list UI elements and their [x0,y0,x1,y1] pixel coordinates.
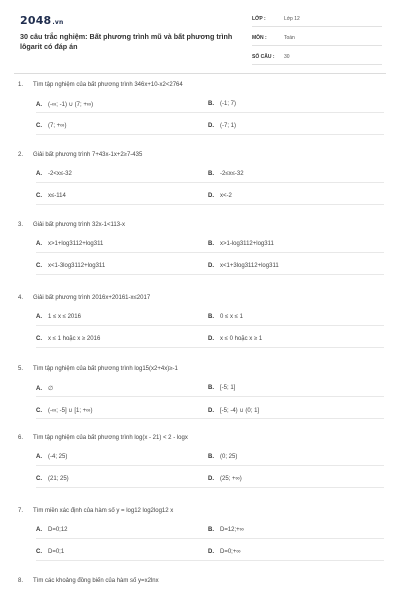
question-stem: Tìm tập nghiệm của bất phương trình 346x+10-x2<2764 [33,82,183,88]
question-stem: Giải bất phương trình 32x-1<113-x [33,222,126,228]
option-row-divider [36,252,384,253]
question-stem: Tìm tập nghiệm của bất phương trình log(x - 21) < 2 - logx [33,435,188,441]
option-letter: B. [208,241,214,247]
header-divider [14,73,386,74]
answer-option[interactable] [36,549,64,555]
answer-option[interactable] [208,476,242,482]
answer-option[interactable] [208,454,237,460]
option-row-divider [36,134,384,135]
option-letter: C. [36,408,42,414]
info-value: Lớp 12 [284,16,300,22]
answer-option[interactable] [36,123,66,129]
option-letter: B. [208,454,214,460]
site-logo[interactable] [20,14,63,27]
answer-option[interactable] [208,101,236,107]
option-row-divider [36,560,384,561]
option-text: ∅ [48,386,54,392]
answer-option[interactable] [36,336,100,342]
option-text: (-∞; -1) ∪ (7; +∞) [48,102,94,108]
question-number: 3. [18,222,24,228]
option-text: x≤-114 [48,193,66,199]
option-letter: A. [36,102,42,108]
info-row-grade [252,14,382,27]
option-row-divider [36,204,384,205]
option-letter: A. [36,386,42,392]
option-letter: B. [208,385,214,391]
option-letter: D. [208,123,214,129]
question-stem: Tìm tập nghiệm của bất phương trình log15(x2+4x)≥-1 [33,366,178,372]
answer-option[interactable] [208,385,235,391]
option-text: (-1; 7) [220,101,237,107]
option-text: D=12;+∞ [220,527,244,533]
option-row-divider [36,418,384,419]
answer-option[interactable] [208,171,244,177]
answer-option[interactable] [36,193,66,199]
option-text: x<1+3log3112+log311 [220,263,279,269]
option-letter: A. [36,527,42,533]
info-key: LỚP : [252,16,266,22]
option-row-divider [36,465,384,466]
info-panel [252,14,382,71]
answer-option[interactable] [36,171,72,177]
answer-option[interactable] [208,241,274,247]
option-letter: C. [36,336,42,342]
option-text: D=0;1 [48,549,65,555]
answer-option[interactable] [36,314,81,320]
answer-option[interactable] [36,407,92,414]
question-stem: Giải bất phương trình 2016x+20161-x≤2017 [33,295,151,301]
question-number: 6. [18,435,24,441]
option-letter: A. [36,454,42,460]
option-letter: C. [36,549,42,555]
option-letter: B. [208,527,214,533]
option-letter: D. [208,408,214,414]
option-text: -2<x≤-32 [48,171,72,177]
option-row-divider [36,112,384,113]
answer-option[interactable] [208,123,236,129]
option-text: x>1-log3112+log311 [220,241,274,247]
option-letter: D. [208,336,214,342]
option-letter: D. [208,193,214,199]
option-letter: D. [208,263,214,269]
option-letter: A. [36,171,42,177]
info-key: SỐ CÂU : [252,54,275,60]
option-text: 0 ≤ x ≤ 1 [220,314,243,320]
option-text: (21; 25) [48,476,69,482]
answer-option[interactable] [36,476,69,482]
question-number: 4. [18,295,24,301]
option-text: -2≤x≤-32 [220,171,244,177]
option-letter: A. [36,241,42,247]
answer-option[interactable] [36,454,67,460]
info-row-subject [252,33,382,46]
logo-suffix: .vn [52,19,64,26]
option-text: x<1-3log3112+log311 [48,263,106,269]
option-row-divider [36,182,384,183]
answer-option[interactable] [208,549,241,555]
question-number: 7. [18,508,24,514]
option-letter: D. [208,476,214,482]
question-number: 1. [18,82,24,88]
logo-main: 2048 [20,14,52,27]
option-text: D=0;+∞ [220,549,241,555]
option-letter: A. [36,314,42,320]
option-letter: D. [208,549,214,555]
option-text: D=0;12 [48,527,68,533]
option-text: x ≤ 1 hoặc x ≥ 2016 [48,336,101,342]
option-text: 1 ≤ x ≤ 2016 [48,314,81,320]
option-letter: C. [36,476,42,482]
question-number: 5. [18,366,24,372]
option-row-divider [36,325,384,326]
option-row-divider [36,396,384,397]
option-text: x>1+log3112+log311 [48,241,104,247]
answer-option[interactable] [208,263,279,269]
question-number: 8. [18,578,24,584]
info-row-count [252,52,382,65]
option-text: x<-2 [220,193,232,199]
answer-option[interactable] [36,385,53,392]
option-letter: B. [208,171,214,177]
answer-option[interactable] [36,263,105,269]
answer-option[interactable] [208,193,232,199]
option-letter: C. [36,193,42,199]
question-stem: Tìm các khoảng đồng biến của hàm số y=x2lnx [33,578,159,584]
option-letter: B. [208,101,214,107]
answer-option[interactable] [208,336,262,342]
option-letter: C. [36,263,42,269]
answer-option[interactable] [208,407,259,414]
question-stem: Tìm miền xác định của hàm số y = log12 log2log12 x [33,508,174,514]
info-key: MÔN : [252,35,267,41]
option-text: (7; +∞) [48,123,67,129]
question-stem: Giải bất phương trình 7+43x-1x+2≥7-435 [33,152,143,158]
option-text: (25; +∞) [220,476,242,482]
option-row-divider [36,347,384,348]
option-row-divider [36,274,384,275]
answer-option[interactable] [36,527,68,533]
option-row-divider [36,538,384,539]
option-text: [-5; -4) ∪ (0; 1] [220,408,260,414]
option-row-divider [36,487,384,488]
option-letter: B. [208,314,214,320]
option-text: (-∞; -5] ∪ [1; +∞) [48,408,93,414]
option-text: (-4; 25) [48,454,68,460]
answer-option[interactable] [36,241,103,247]
option-text: (0; 25) [220,454,238,460]
info-value: 30 [284,54,290,60]
answer-option[interactable] [36,101,93,108]
option-text: [-5; 1] [220,385,236,391]
option-text: (-7; 1) [220,123,237,129]
question-number: 2. [18,152,24,158]
option-letter: C. [36,123,42,129]
document-header [0,0,400,66]
document-title: 30 câu trắc nghiệm: Bất phương trình mũ và bất phương trình lôgarit có đáp án [20,32,233,51]
answer-option[interactable] [208,527,244,533]
answer-option[interactable] [208,314,243,320]
info-value: Toán [284,35,295,41]
option-text: x ≤ 0 hoặc x ≥ 1 [220,336,263,342]
